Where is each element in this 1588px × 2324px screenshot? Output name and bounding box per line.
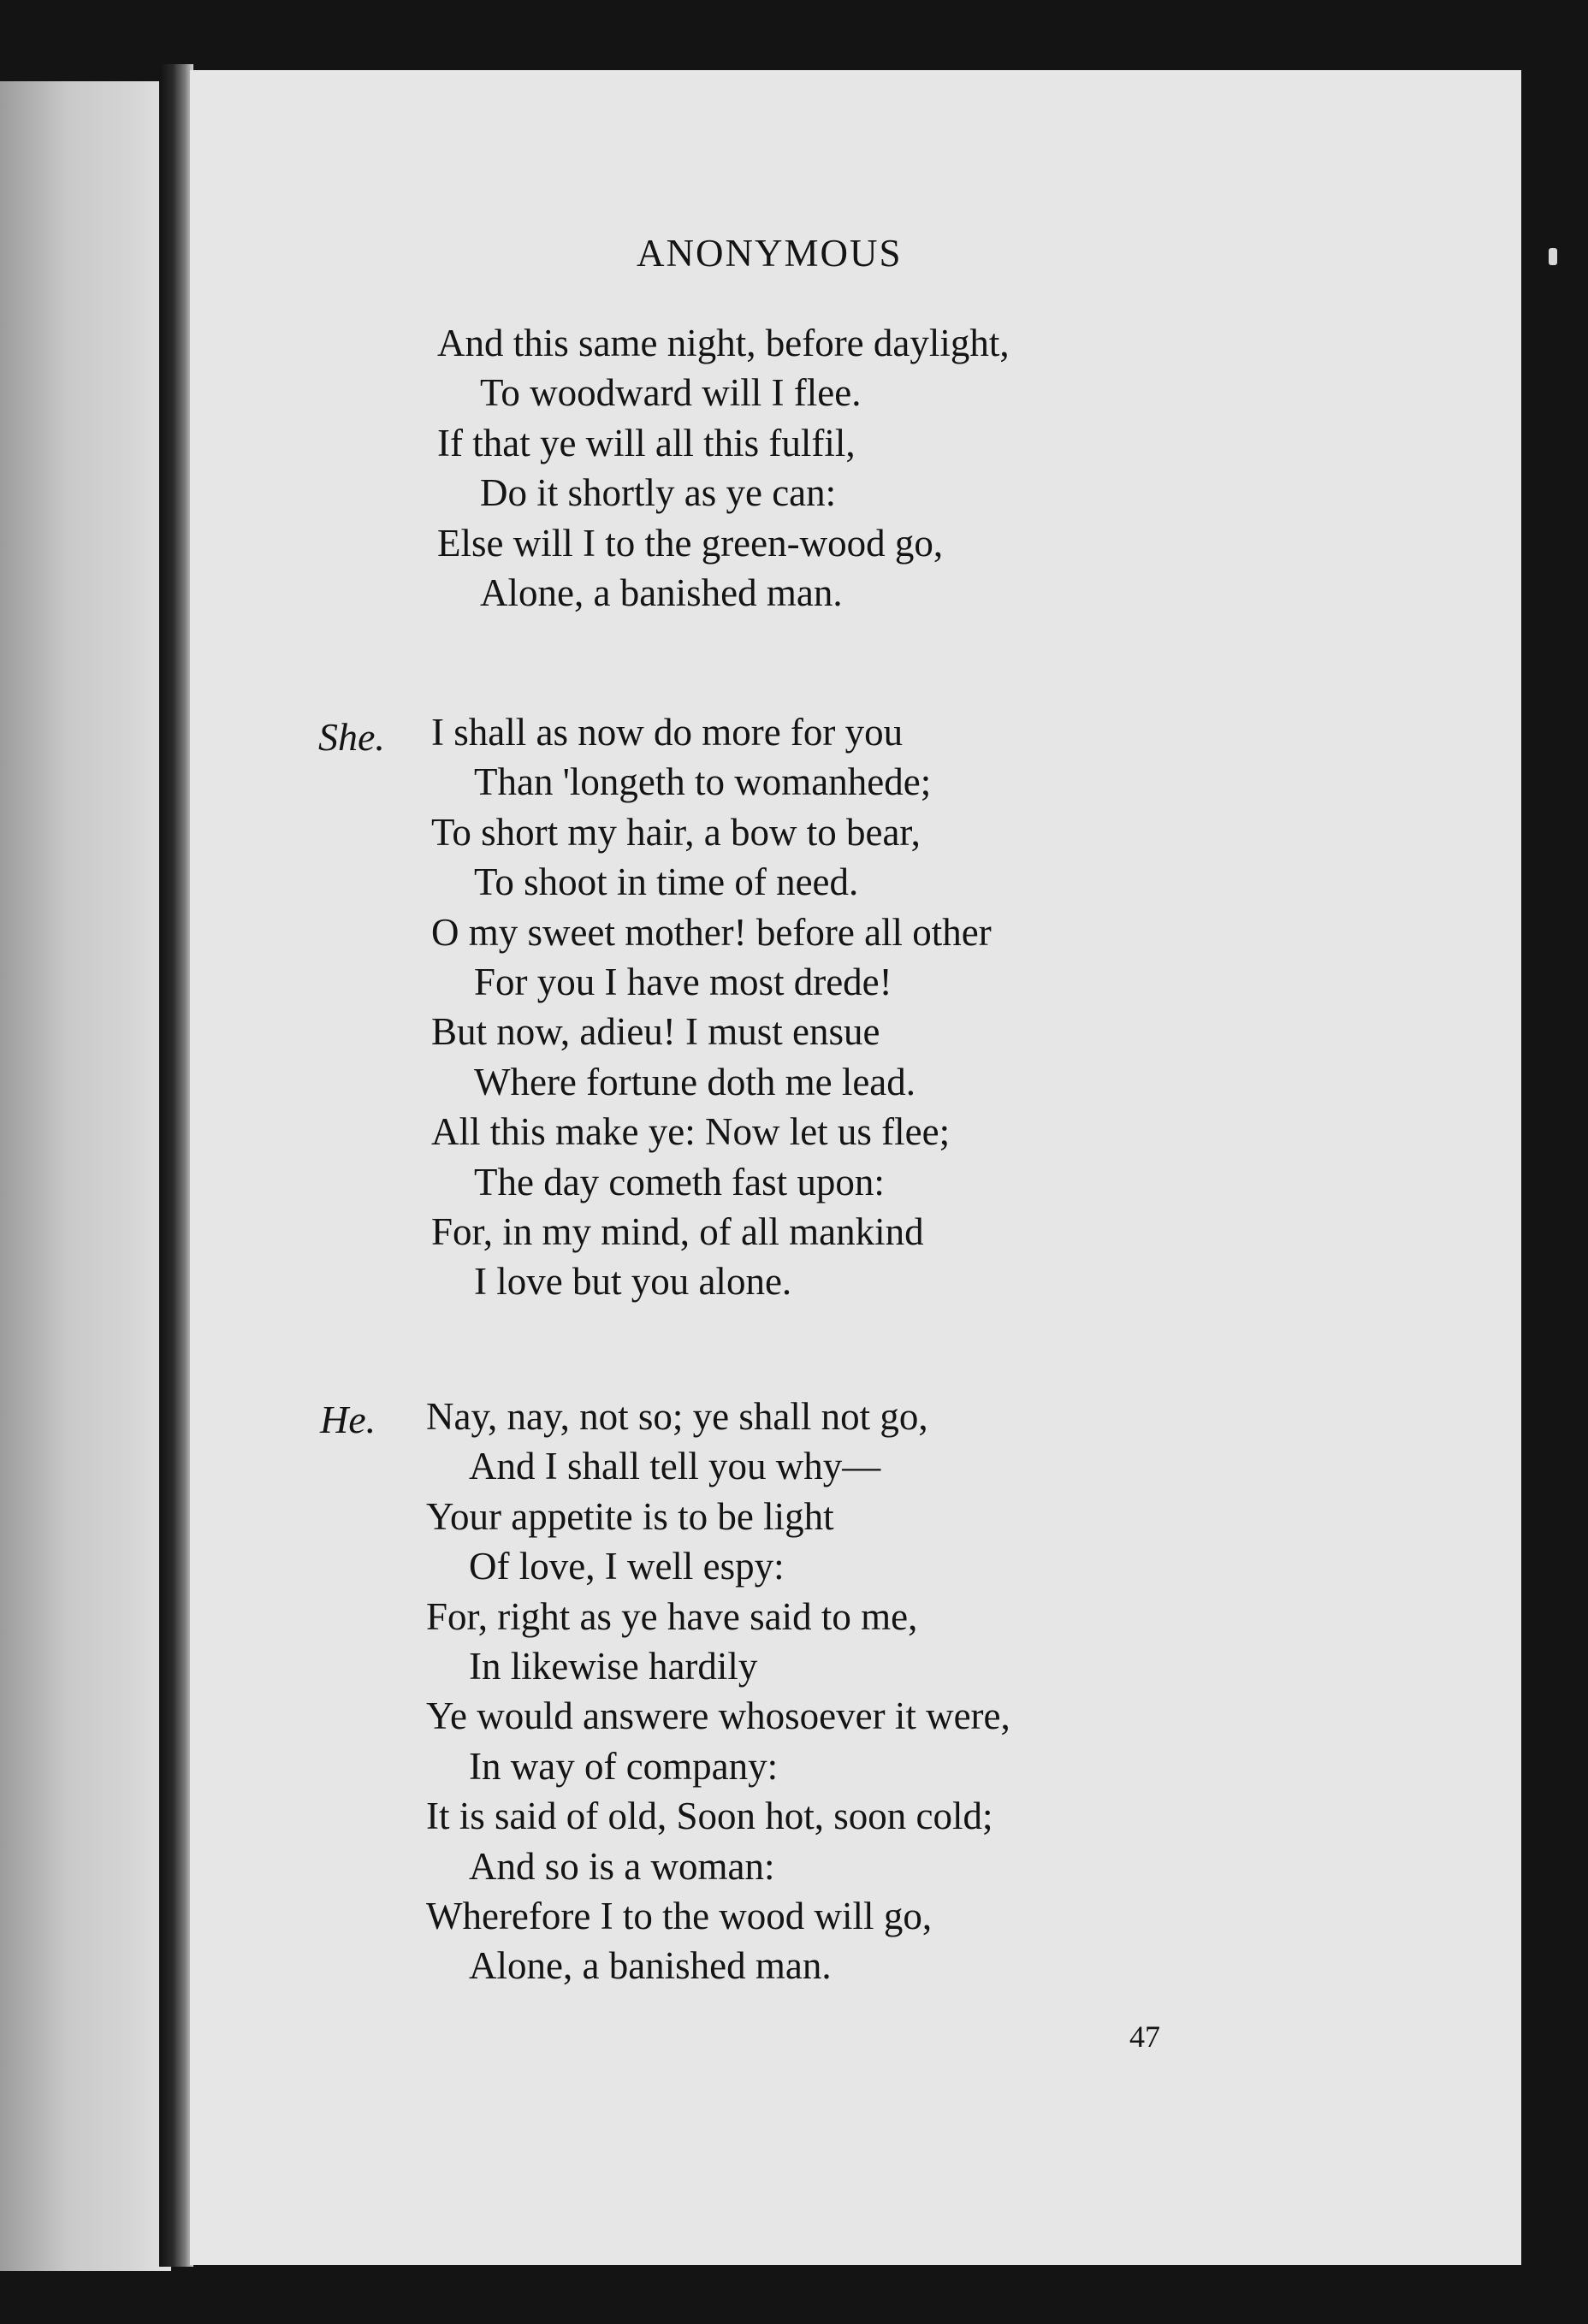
verse-line: I shall as now do more for you [431,711,904,754]
verse-line: To short my hair, a bow to bear, [431,810,921,854]
facing-page-edge [0,81,171,2271]
verse-line: But now, adieu! I must ensue [431,1010,880,1054]
verse-line: Ye would answere whosoever it were, [426,1694,1010,1738]
running-head: ANONYMOUS [637,232,903,275]
verse-line: Alone, a banished man. [469,1944,832,1988]
verse-line: Wherefore I to the wood will go, [426,1894,933,1937]
verse-line: Than 'longeth to womanhede; [474,760,932,804]
page-edge-mark [1549,248,1557,265]
stanza-2-lines [431,707,992,1307]
verse-line: O my sweet mother! before all other [431,910,992,954]
verse-line: For, in my mind, of all mankind [431,1209,924,1253]
verse-line: And I shall tell you why— [469,1445,881,1488]
verse-line: And so is a woman: [469,1844,775,1888]
verse-line: I love but you alone. [474,1260,792,1304]
verse-line: Do it shortly as ye can: [480,471,837,515]
verse-line: For you I have most drede! [474,960,892,1003]
stanza-1-lines [437,318,1010,618]
verse-line: The day cometh fast upon: [474,1160,885,1203]
speaker-label: She. [318,715,385,759]
binding-gutter [159,64,193,2267]
verse-line: If that ye will all this fulfil, [437,421,856,464]
verse-line: Nay, nay, not so; ye shall not go, [426,1395,928,1438]
verse-line: And this same night, before daylight, [437,322,1010,364]
verse-line: Alone, a banished man. [480,571,843,614]
verse-line: To woodward will I flee. [480,371,862,415]
verse-line: Where fortune doth me lead. [474,1060,916,1103]
verse-line: To shoot in time of need. [474,860,859,904]
book-page [190,70,1521,2265]
verse-line: In way of company: [469,1744,779,1788]
verse-line: Of love, I well espy: [469,1545,785,1588]
stanza-3-lines [426,1392,1010,1991]
verse-line: Else will I to the green-wood go, [437,521,944,565]
verse-line: Your appetite is to be light [426,1494,834,1538]
verse-line: In likewise hardily [469,1644,758,1688]
verse-line: All this make ye: Now let us flee; [431,1110,951,1154]
verse-line: For, right as ye have said to me, [426,1594,918,1638]
verse-line: It is said of old, Soon hot, soon cold; [426,1795,993,1838]
page-number: 47 [1129,2019,1160,2054]
speaker-label: He. [320,1398,376,1441]
